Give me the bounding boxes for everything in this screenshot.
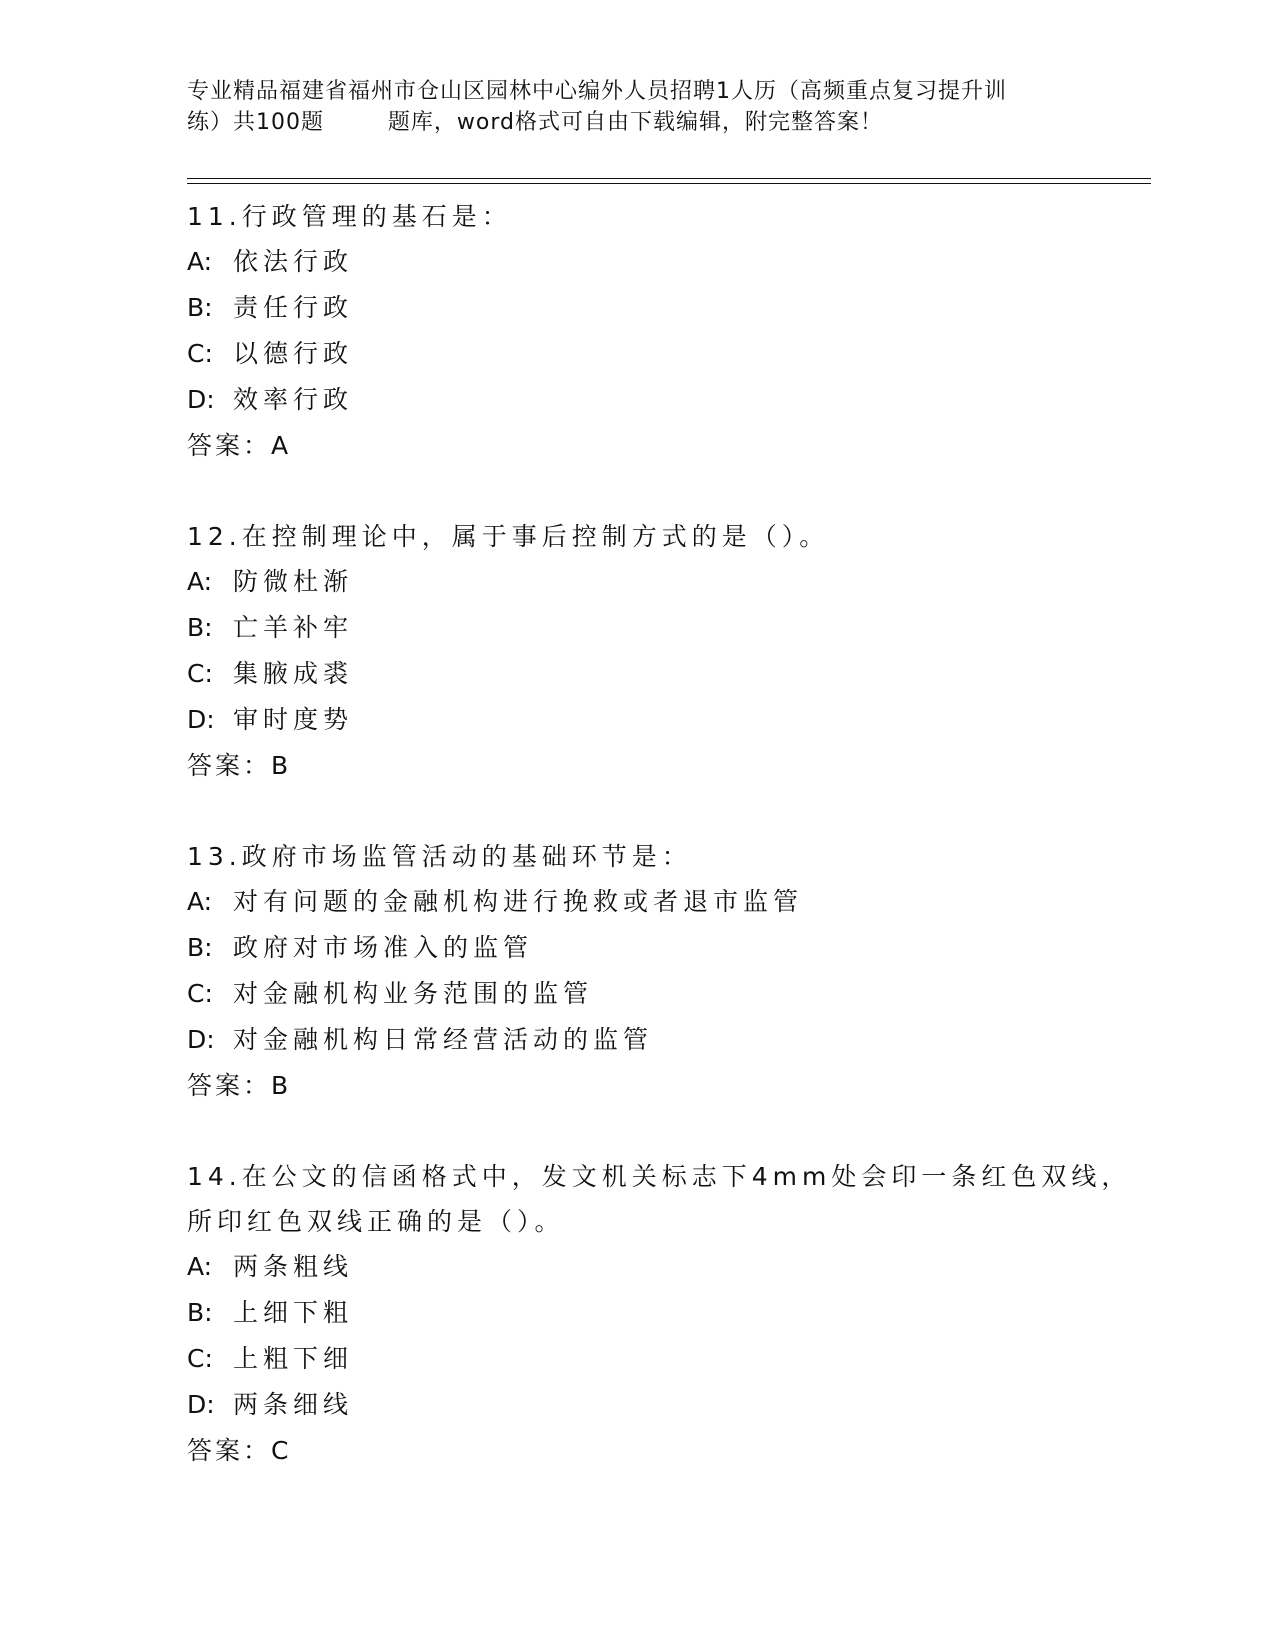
option-text: 对金融机构日常经营活动的监管 [233,1025,654,1054]
question-item [187,514,1147,789]
option-key: B: [187,933,213,962]
question-stem: 11.行政管理的基石是： [187,202,512,231]
option-key: A: [187,1252,213,1281]
option-key: B: [187,613,213,642]
answer-line: 答案：C [187,1436,292,1465]
question-list [187,194,1147,1519]
option-key: A: [187,247,213,276]
question-item [187,194,1147,469]
option-text: 上细下粗 [233,1298,354,1327]
option-text: 效率行政 [233,385,354,414]
header-divider-bottom [187,183,1151,184]
option-key: C: [187,659,213,688]
option-key: A: [187,887,213,916]
option-d [187,377,1147,423]
option-key: D: [187,1025,215,1054]
question-stem: 12.在控制理论中，属于事后控制方式的是（）。 [187,522,830,551]
option-key: D: [187,385,215,414]
option-text: 政府对市场准入的监管 [233,933,534,962]
option-text: 对金融机构业务范围的监管 [233,979,594,1008]
option-key: D: [187,1390,215,1419]
question-stem-continued: 所印红色双线正确的是（）。 [187,1207,565,1236]
option-c [187,651,1147,697]
option-text: 两条细线 [233,1390,354,1419]
option-d [187,697,1147,743]
answer-line: 答案：B [187,751,292,780]
header-divider-top [187,178,1151,179]
document-header [187,76,1087,138]
option-b [187,285,1147,331]
option-key: C: [187,339,213,368]
option-a [187,559,1147,605]
option-text: 依法行政 [233,247,354,276]
option-text: 两条粗线 [233,1252,354,1281]
option-key: D: [187,705,215,734]
option-c [187,971,1147,1017]
option-text: 防微杜渐 [233,567,354,596]
option-key: C: [187,1344,213,1373]
question-item [187,834,1147,1109]
question-stem: 13.政府市场监管活动的基础环节是： [187,842,692,871]
option-a [187,879,1147,925]
option-b [187,925,1147,971]
option-key: A: [187,567,213,596]
option-text: 亡羊补牢 [233,613,354,642]
option-text: 审时度势 [233,705,354,734]
header-line-1: 专业精品福建省福州市仓山区园林中心编外人员招聘1人历（高频重点复习提升训 [187,79,1007,104]
option-text: 对有问题的金融机构进行挽救或者退市监管 [233,887,804,916]
option-a [187,239,1147,285]
option-key: C: [187,979,213,1008]
option-text: 上粗下细 [233,1344,354,1373]
question-stem: 14.在公文的信函格式中，发文机关标志下4mm处会印一条红色双线， [187,1162,1132,1191]
option-a [187,1244,1147,1290]
question-item [187,1154,1147,1474]
option-b [187,605,1147,651]
option-d [187,1017,1147,1063]
option-text: 责任行政 [233,293,354,322]
answer-line: 答案：A [187,431,292,460]
option-text: 集腋成裘 [233,659,354,688]
option-b [187,1290,1147,1336]
option-key: B: [187,1298,213,1327]
option-text: 以德行政 [233,339,354,368]
option-c [187,1336,1147,1382]
option-key: B: [187,293,213,322]
header-line-2: 练）共100题 题库，word格式可自由下载编辑，附完整答案！ [187,110,884,135]
option-c [187,331,1147,377]
option-d [187,1382,1147,1428]
answer-line: 答案：B [187,1071,292,1100]
